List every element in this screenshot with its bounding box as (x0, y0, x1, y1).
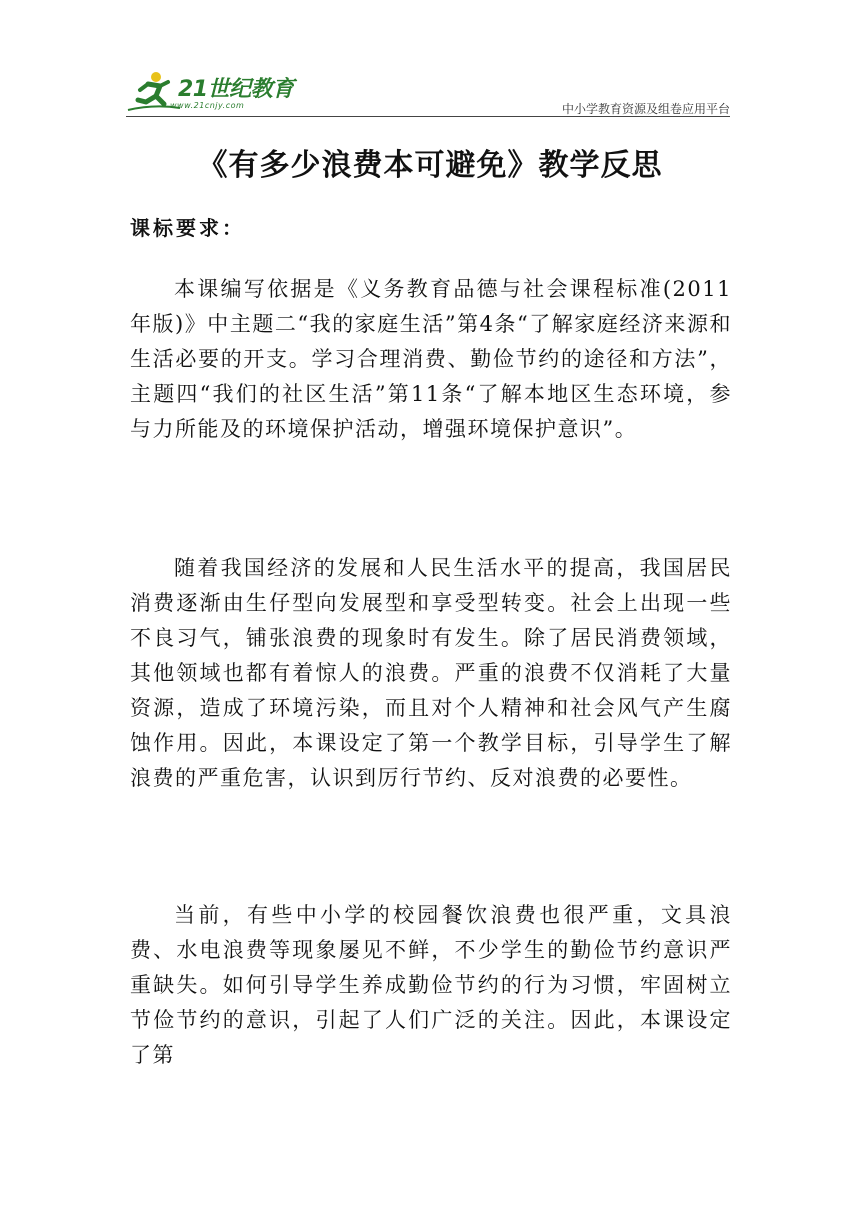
header-divider (126, 116, 730, 117)
section-heading: 课标要求： (130, 216, 245, 240)
site-logo[interactable] (126, 68, 296, 114)
page-header (126, 66, 730, 118)
paragraph-campus-waste: 当前，有些中小学的校园餐饮浪费也很严重，文具浪费、水电浪费等现象屡见不鲜，不少学生的勤俭节约意识严重缺失。如何引导学生养成勤俭节约的行为习惯，牢固树立节俭节约的意识，引起了人们广泛的关注。因此，本课设定了第 (130, 903, 732, 1067)
platform-tagline: 中小学教育资源及组卷应用平台 (561, 102, 730, 116)
logo-wordmark: 21世纪教育 (178, 77, 294, 102)
paragraph-curriculum-basis: 本课编写依据是《义务教育品德与社会课程标准(2011年版)》中主题二“我的家庭生活”第4条“了解家庭经济来源和生活必要的开支。学习合理消费、勤俭节约的途径和方法”，主题四“我们的社区生活”第11条“了解本地区生态环境，参与力所能及的环境保护活动，增强环境保护意识”。 (130, 277, 732, 441)
paragraph-waste-background: 随着我国经济的发展和人民生活水平的提高，我国居民消费逐渐由生仔型向发展型和享受型转变。社会上出现一些不良习气，铺张浪费的现象时有发生。除了居民消费领域，其他领域也都有着惊人的浪费。严重的浪费不仅消耗了大量资源，造成了环境污染，而且对个人精神和社会风气产生腐蚀作用。因此，本课设定了第一个教学目标，引导学生了解浪费的严重危害，认识到厉行节约、反对浪费的必要性。 (130, 556, 732, 790)
document-title: 《有多少浪费本可避免》教学反思 (197, 148, 663, 183)
logo-url: www.21cnjy.com (170, 101, 245, 110)
